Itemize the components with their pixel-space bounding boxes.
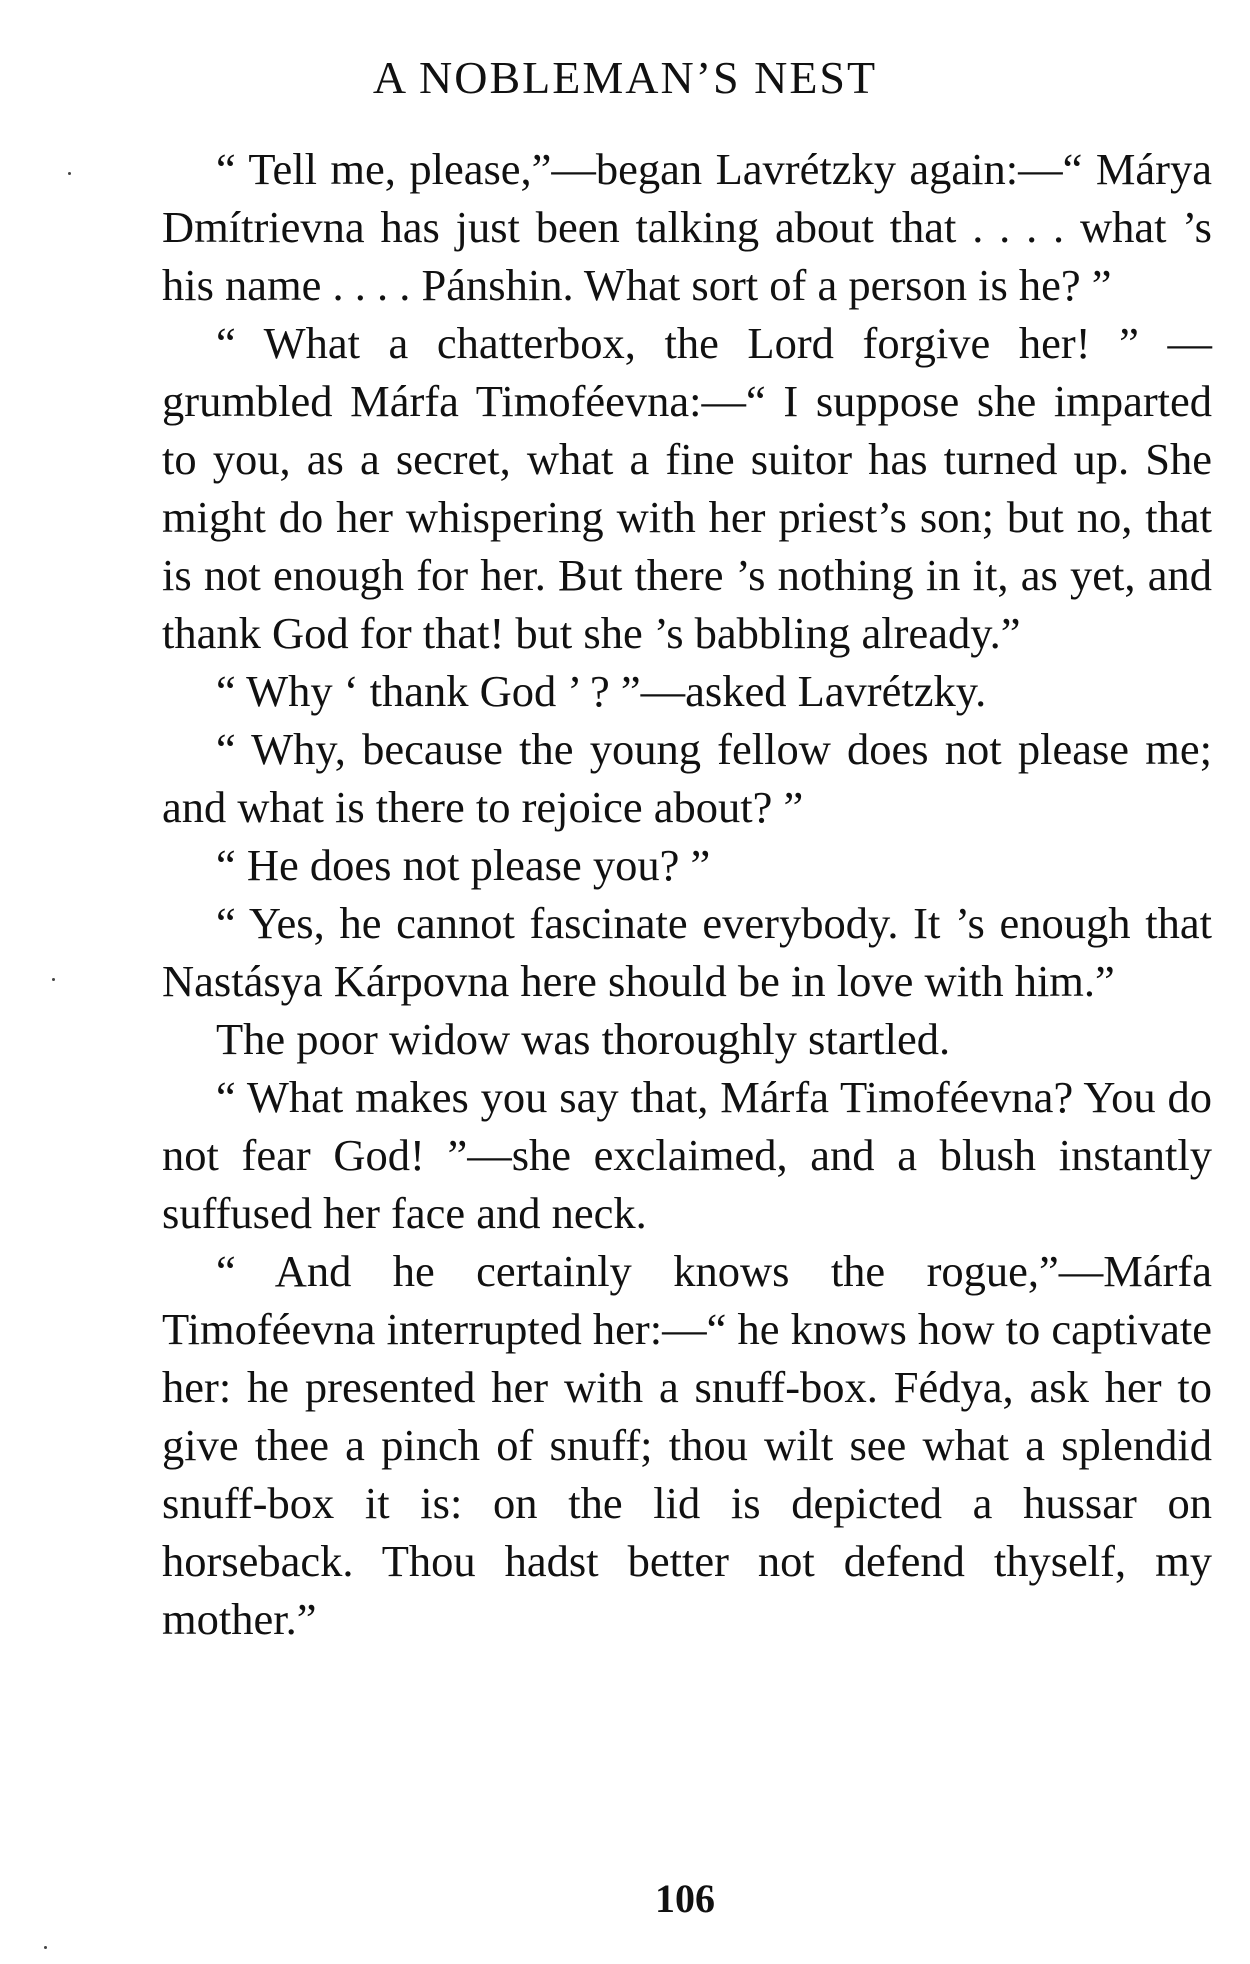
scan-speck [68, 172, 71, 175]
paragraph: “ He does not please you? ” [216, 840, 711, 890]
paragraph: “ And he certainly knows the rogue,”—Márfa Timoféevna interrupted her:—“ he knows how to captivate her: he presented her with a snuff-box. Fédya, ask her to give thee a pinch of snuff; thou wilt see what a splendid snuff-box it is: on the lid is depicted a hussar on horseback. Thou hadst better not defend thyself, my mother.” [162, 1246, 1213, 1644]
scan-speck [52, 978, 55, 981]
body-text [162, 140, 1212, 1648]
paragraph: “ Tell me, please,”—began Lavrétzky again:—“ Márya Dmítrievna has just been talking about that . . . . what ’s his name . . . . Pánshin. What sort of a person is he? ” [162, 144, 1212, 310]
paragraph: “ What a chatterbox, the Lord forgive her! ” —grumbled Márfa Timoféevna:—“ I suppose she imparted to you, as a secret, what a fine suitor has turned up. She might do her whispering with her priest’s son; but no, that is not enough for her. But there ’s nothing in it, as yet, and thank God for that! but she ’s babbling already.” [162, 318, 1212, 658]
page-number: 106 [655, 1876, 715, 1921]
paragraph: “ What makes you say that, Márfa Timoféevna? You do not fear God! ”—she exclaimed, and a blush instantly suffused her face and neck. [162, 1072, 1212, 1238]
paragraph: “ Why, because the young fellow does not please me; and what is there to rejoice about? ” [162, 724, 1212, 832]
running-head: A NOBLEMAN’S NEST [372, 52, 878, 103]
paragraph: The poor widow was thoroughly startled. [216, 1014, 951, 1064]
paragraph: “ Yes, he cannot fascinate everybody. It ’s enough that Nastásya Kárpovna here should be in love with him.” [162, 898, 1212, 1006]
scan-speck [44, 1946, 47, 1949]
paragraph: “ Why ‘ thank God ’ ? ”—asked Lavrétzky. [216, 666, 987, 716]
